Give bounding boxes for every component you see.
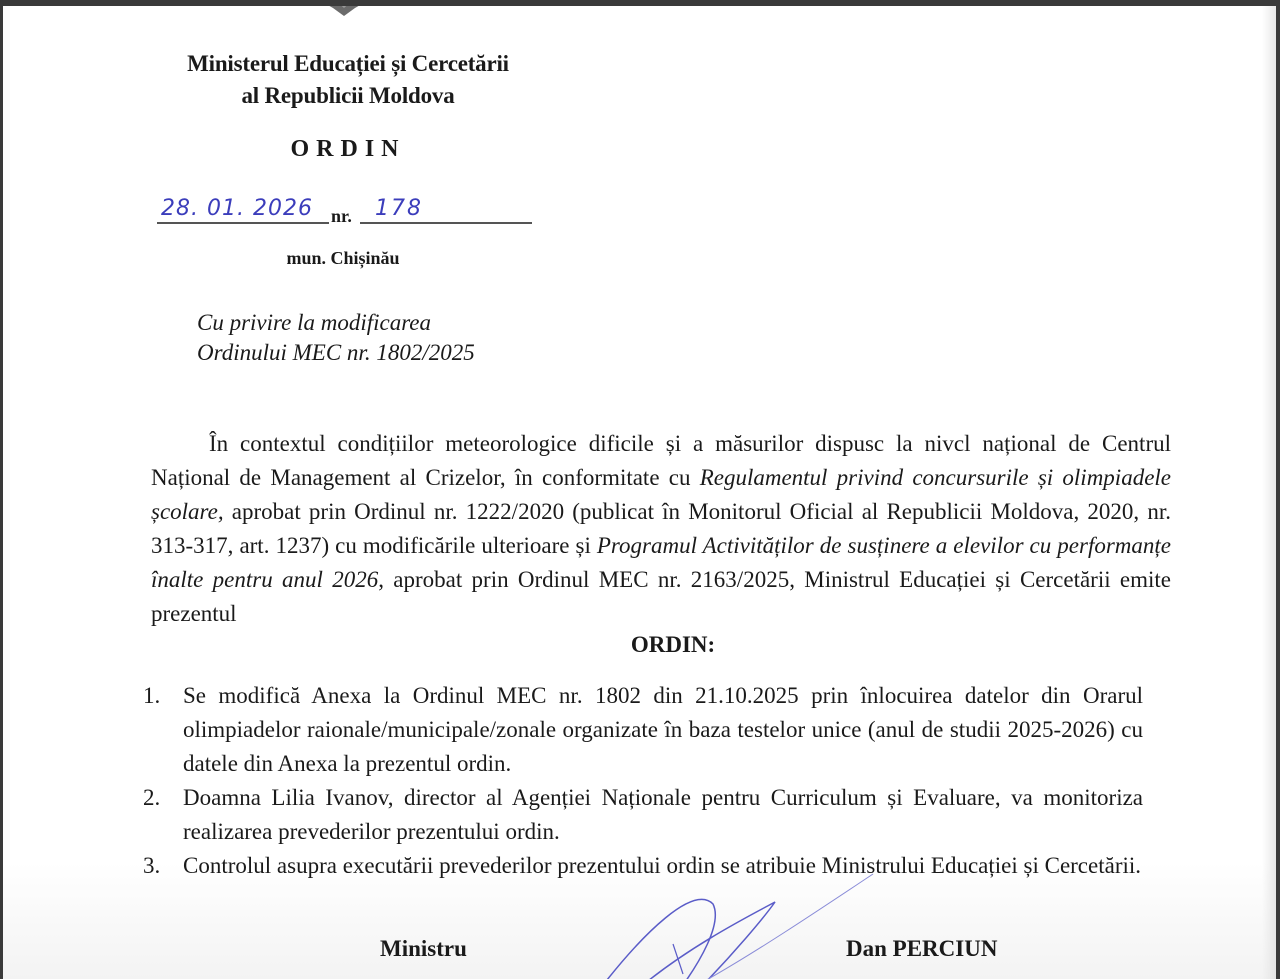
number-underline (360, 222, 532, 224)
subject-line-1: Cu privire la modificarea (197, 310, 432, 335)
signatory-name: Dan PERCIUN (846, 936, 998, 961)
order-item (141, 679, 1143, 781)
order-item (141, 781, 1143, 849)
item-number: 3. (143, 853, 161, 878)
handwritten-date: 28. 01. 2026 (161, 196, 313, 221)
ministry-name: Ministerul Educației și Cercetării (187, 51, 509, 76)
order-items-list (141, 679, 1143, 883)
signature-row (3, 936, 1276, 972)
item-number: 1. (143, 683, 161, 708)
item-text: Controlul asupra executării prevederilor prezentului ordin se atribuie Ministrului Educației și Cercetării. (183, 853, 1142, 878)
ministry-country: al Republicii Moldova (241, 83, 455, 108)
order-subject (197, 308, 475, 368)
preamble-paragraph (151, 427, 1171, 631)
city-label: mun. Chișinău (286, 248, 400, 268)
item-number: 2. (143, 785, 161, 810)
handwritten-order-number: 178 (375, 196, 423, 221)
program-reference: Programul Activităților de susținere a elevilor cu performanțe înalte pentru anul 2026 (151, 533, 1171, 592)
subject-line-2: Ordinului MEC nr. 1802/2025 (197, 340, 475, 365)
page-edge-shadow (1262, 6, 1276, 979)
ordin-heading: ORDIN: (630, 632, 716, 657)
preamble-text-3: , aprobat prin Ordinul MEC nr. 2163/2025, Ministrul Educației și Cercetării emite prezentul (151, 567, 1171, 626)
item-text: Se modifică Anexa la Ordinul MEC nr. 1802 din 21.10.2025 prin înlocuirea datelor din Orarul olimpiadelor raionale/municipale/zonale organizate în baza testelor unice (anul de studii 2025-2026) cu datele din Anexa la prezentul ordin. (183, 683, 1143, 776)
preamble-text-2: aprobat prin Ordinul nr. 1222/2020 (publicat în Monitorul Oficial al Republicii Moldova, 2020, nr. 313-317, art. 1237) cu modificările ulterioare și (151, 499, 1171, 558)
order-date-number-row (153, 196, 543, 230)
ministry-header (123, 48, 573, 112)
coat-of-arms-icon (315, 6, 373, 18)
date-underline (157, 222, 329, 224)
document-page (3, 6, 1276, 979)
preamble-text-1: În contextul condițiilor meteorologice dificile și a măsurilor dispusc la nivcl național de Centrul Național de Management al Crizelor, în conformitate cu (151, 431, 1171, 490)
regulation-reference: Regulamentul privind concursurile și olimpiadele școlare, (151, 465, 1171, 524)
number-label: nr. (331, 206, 352, 226)
item-text: Doamna Lilia Ivanov, director al Agenției Naționale pentru Curriculum și Evaluare, va monitoriza realizarea prevederilor prezentului ordin. (183, 785, 1143, 844)
document-title: ORDIN (290, 136, 406, 162)
signatory-title: Ministru (380, 936, 467, 961)
